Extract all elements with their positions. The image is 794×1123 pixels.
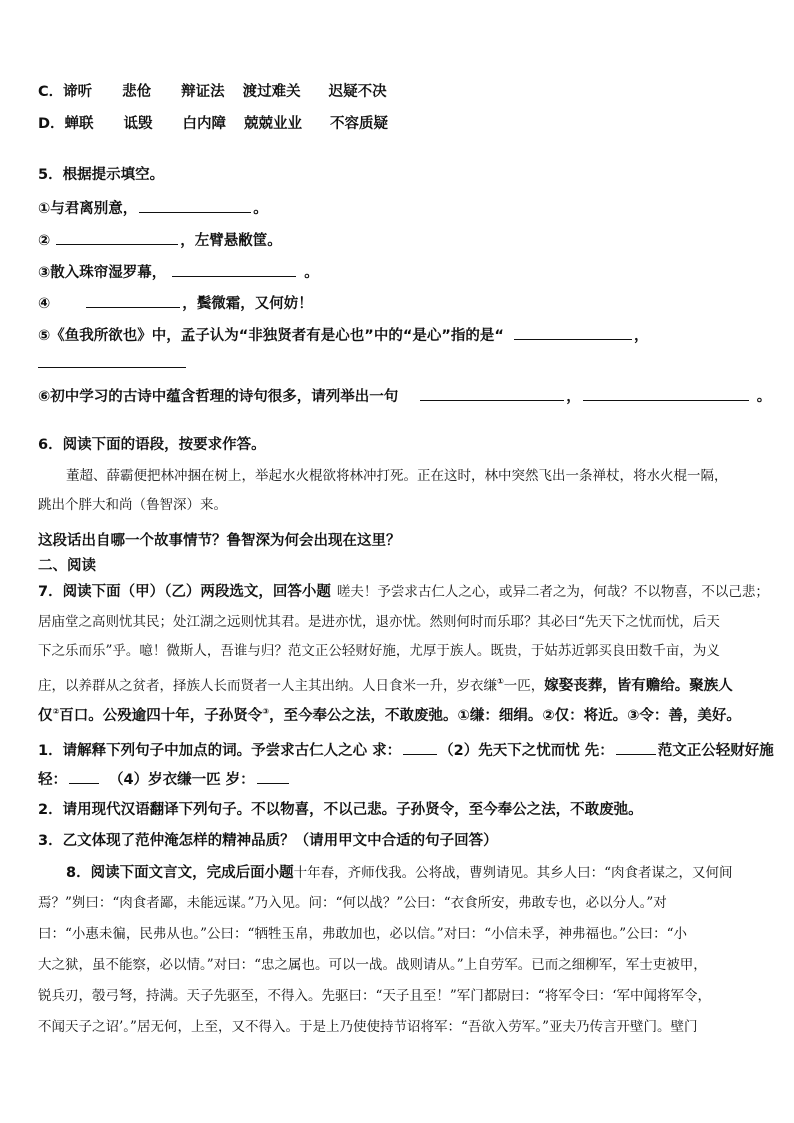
q5-line-4 [38,292,313,314]
q5-l4-text: ④ [38,296,51,312]
q8-passage-line-2: 焉？”刿曰：“肉食者鄙，未能远谋。”乃入见。问：“何以战？”公曰：“衣食所安，弗敢专也，必以分人。”对 [38,895,667,911]
option-c-word-1: C．谛听 [38,84,93,100]
answer-blank[interactable] [403,739,437,755]
q5-l6-comma: ， [566,389,581,405]
q5-line-2 [38,229,282,251]
q7-p5-c: ，至今奉公之法，不敢废弛。①缣：细绢。②仅：将近。③令：善，美好。 [269,708,741,724]
q5-l2-text: ② [38,233,51,249]
answer-blank[interactable] [86,292,180,308]
q8-instruction: 8．阅读下面文言文，完成后面小题 [66,865,294,881]
q7-line-1 [38,582,769,602]
q5-line-6 [38,385,771,407]
q5-l4-end: ，鬓微霜，又何妨！ [182,296,313,312]
q7-sub-1 [38,739,774,761]
option-d-row [38,114,388,134]
q7-sub-3: 3．乙文体现了范仲淹怎样的精神品质？（请用甲文中合适的句子回答） [38,833,498,849]
q5-l5-text: ⑤《鱼我所欲也》中，孟子认为“非独贤者有是心也”中的“是心”指的是“ [38,328,504,344]
q7-sub1-c: 范文正公轻财好施 [657,743,774,759]
q5-line-1 [38,197,268,219]
q8-line-1 [66,863,733,883]
q7-passage-1: 嗟夫！予尝求古仁人之心，或异二者之为，何哉？不以物喜，不以己悲； [336,584,769,600]
q7-passage-line-3: 下之乐而乐”乎。噫！微斯人，吾谁与归？范文正公轻财好施，尤厚于族人。既贵，于姑苏近郭买良田数千亩，为义 [38,643,720,659]
q7-p4-a: 庄，以养群从之贫者，择族人长而贤者一人主其出纳。人日食米一升，岁衣缣 [38,678,497,694]
q5-l6-text: ⑥初中学习的古诗中蕴含哲理的诗句很多，请列举出一句 [38,389,399,405]
answer-blank[interactable] [38,352,186,368]
section-heading: 二、阅读 [38,558,96,574]
q7-sub1-d: 轻： [38,772,67,788]
q5-line-5 [38,324,648,346]
answer-blank[interactable] [69,768,99,784]
q7-instruction: 7．阅读下面（甲）（乙）两段选文，回答小题 [38,584,331,600]
q7-sub1-e: （4）岁衣缣一匹 岁： [109,772,255,788]
option-d-word-2: 诋毁 [123,116,153,132]
option-d-word-5: 不容质疑 [330,116,389,132]
q5-l1-end: 。 [253,201,268,217]
q7-sub-1-cont [38,768,291,790]
answer-blank[interactable] [583,385,749,401]
option-d-word-1: D．蝉联 [38,116,94,132]
answer-blank[interactable] [616,739,656,755]
q8-passage-line-5: 锐兵刃，彀弓弩，持满。天子先驱至，不得入。先驱曰：“天子且至！”军门都尉曰：“将军令曰：‘军中闻将军令， [38,988,711,1004]
q5-l1-text: ①与君离别意， [38,201,138,217]
answer-blank[interactable] [56,229,178,245]
option-c-word-4: 渡过难关 [242,84,301,100]
q5-l5-end: ， [633,328,649,344]
q7-passage-line-2: 居庙堂之高则忧其民；处江湖之远则忧其君。是进亦忧，退亦忧。然则何时而乐耶？其必曰“先天下之忧而忧，后天 [38,614,720,630]
q7-p4-c: 嫁娶丧葬，皆有赡给。聚族人 [544,678,733,694]
option-d-word-3: 白内障 [182,116,227,132]
q7-p4-b: 一匹， [503,678,545,694]
q7-p5-b: 百口。公殁逾四十年，子孙贤令 [59,708,263,724]
q6-passage-line-2: 跳出个胖大和尚（鲁智深）来。 [38,497,227,513]
answer-blank[interactable] [420,385,564,401]
option-c-row [38,82,387,102]
q7-p5-a: 仅 [38,708,53,724]
q6-title: 6．阅读下面的语段，按要求作答。 [38,437,266,453]
option-c-word-3: 辩证法 [181,84,225,100]
option-c-word-2: 悲伧 [122,84,152,100]
q8-passage-line-3: 曰：“小惠未徧，民弗从也。”公曰：“牺牲玉帛，弗敢加也，必以信。”对曰：“小信未孚，神弗福也。”公曰：“小 [38,926,688,942]
footnote-3: ③ [262,707,270,717]
q7-sub-2: 2．请用现代汉语翻译下列句子。不以物喜，不以己悲。子孙贤令，至今奉公之法，不敢废弛。 [38,802,643,818]
q5-l6-end: 。 [756,389,772,405]
q5-line-5-cont [38,352,188,374]
q5-title: 5．根据提示填空。 [38,167,165,183]
footnote-1: ① [497,677,504,687]
q6-question: 这段话出自哪一个故事情节？鲁智深为何会出现在这里？ [38,533,401,549]
q8-passage-line-4: 大之狱，虽不能察，必以情。”对曰：“忠之属也。可以一战。战则请从。”上自劳军。已而之细柳军，军士吏被甲， [38,957,707,973]
q8-passage-line-6: 不闻天子之诏’。”居无何，上至，又不得入。于是上乃使使持节诏将军：“吾欲入劳军。”亚夫乃传言开壁门。壁门 [38,1019,698,1035]
answer-blank[interactable] [139,197,251,213]
answer-blank[interactable] [172,261,296,277]
option-c-word-5: 迟疑不决 [328,84,387,100]
q8-passage-1: 十年春，齐师伐我。公将战，曹刿请见。其乡人曰：“肉食者谋之，又何间 [293,865,733,881]
q7-sub1-b: （2）先天下之忧而忧 先： [439,743,614,759]
q5-l2-end: ，左臂悬敝筐。 [180,233,282,249]
footnote-2: ② [52,707,60,717]
q6-passage-line-1: 董超、薛霸便把林冲捆在树上，举起水火棍欲将林冲打死。正在这时，林中突然飞出一条禅杖，将水火棍一隔， [66,468,728,484]
q7-sub1-a: 1．请解释下列句子中加点的词。予尝求古仁人之心 求： [38,743,402,759]
q7-passage-line-5 [38,706,741,726]
q5-l3-end: 。 [304,265,319,281]
q7-passage-line-4 [38,676,733,696]
answer-blank[interactable] [257,768,289,784]
answer-blank[interactable] [514,324,632,340]
q5-line-3 [38,261,319,283]
option-d-word-4: 兢兢业业 [244,116,303,132]
q5-l3-text: ③散入珠帘湿罗幕， [38,265,167,281]
